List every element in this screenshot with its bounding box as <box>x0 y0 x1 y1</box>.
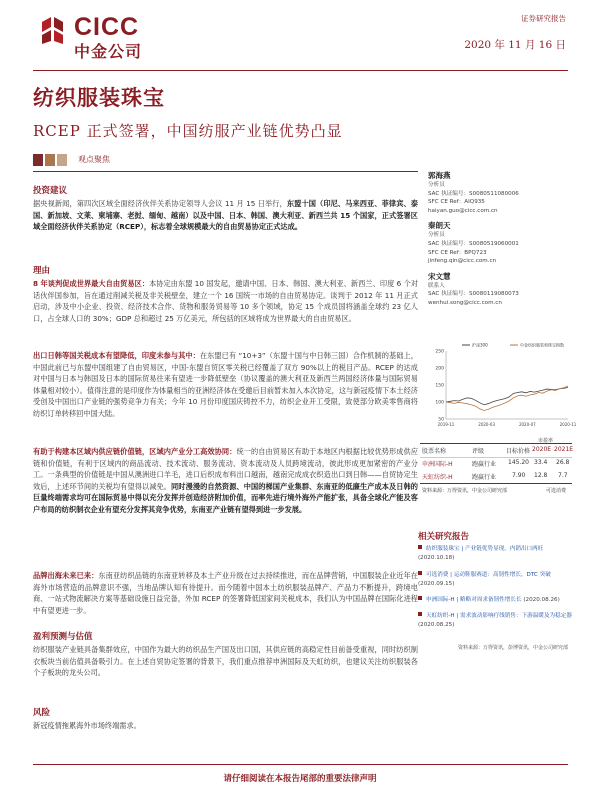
reason-1-lead: 8 年谈判促成世界最大自由贸易区： <box>33 279 150 288</box>
y-tick-label: 100 <box>435 400 444 406</box>
related-item[interactable] <box>418 545 572 563</box>
analyst-sac: SAC 执证编号：S0080519060001 <box>428 240 519 247</box>
risk-paragraph: 新冠疫情拖累海外市场终端需求。 <box>33 721 141 730</box>
related-title[interactable]: 申洲国际-H | 略略对周求备韧性增长长 <box>426 597 522 603</box>
related-title[interactable]: 纺织服装珠宝 | 产业链优势显现，内销出口两旺 <box>426 546 544 552</box>
stock-rating: 跑赢行业 <box>472 474 497 481</box>
related-heading: 相关研究报告 <box>418 532 470 542</box>
y-tick-label: 200 <box>435 366 444 372</box>
legend-label: 中金纺织服装和珠宝指数 <box>520 342 564 348</box>
analyst-sac: SAC 执证编号：S0080119080073 <box>428 291 519 298</box>
x-tick-label: 2019-11 <box>437 422 455 427</box>
bullet-square-icon <box>418 612 422 616</box>
table-note: 可选消费 <box>546 488 567 494</box>
invest-heading: 投资建议 <box>33 186 68 196</box>
reason-paragraph-2 <box>33 350 418 420</box>
index-line-chart <box>426 339 577 431</box>
analyst-sfc: SFC CE Ref：BPQ723 <box>428 249 487 256</box>
analyst-card <box>428 271 568 308</box>
y-tick-label: 250 <box>435 349 444 355</box>
related-title[interactable]: 天虹纺织-H | 需求波动影响疗线销售：下游温暖及为稳定器 <box>426 613 572 619</box>
y-tick-label: 50 <box>438 417 444 423</box>
col-header-2021e: 2021E <box>554 446 574 453</box>
footer-divider <box>33 764 568 765</box>
y-tick-label: 150 <box>435 383 444 389</box>
col-header-name: 股票名称 <box>422 448 447 455</box>
reason-2-text: 在东盟已有 “10+3”（东盟十国与中日韩三国）合作机制的基础上，中国此前已与东盟中国组建了自由贸易区，中国-东盟自贸区零关税已经覆盖了双方 90%以上的税目产品。RCEP 的达成对中国与日本与韩国及日本的国际贸易往来有望进一步降低壁垒（协议覆盖的澳大利亚及新西兰两国经济体量与国际贸易体量相对较小）。值得注意的是印度作为体量相当的亚洲经济体在受邀后目前暂未加入本次协定，这与新冠疫情下本土经济受创及中国出口产业链的强势竞争力有关；今年 10 月份印度国庆铸控不力，纺织企业开工受限，致使部分欧美零售商将纺织订单转移回中国大陆。 <box>33 351 418 418</box>
related-date: (2020.08.25) <box>418 622 455 628</box>
invest-bold: 东盟十国（印尼、马来西亚、菲律宾、泰国、新加坡、文莱、柬埔寨、老挝、缅甸、越南）以及中国、日本、韩国、澳大利亚、新西兰共 15 个国家，正式签署区域全面经济伙伴关系协定（RCEP），标志着全球规模最大的自由贸易协定正式达成。 <box>33 199 418 232</box>
analyst-name: 宋文慧 <box>428 271 451 281</box>
stock-pe-2021: 26.8 <box>556 459 570 466</box>
cicc-emblem-icon <box>38 14 68 44</box>
col-header-target: 目标价格 <box>506 448 531 455</box>
analyst-role: 分析员 <box>428 182 445 188</box>
report-date: 2020 年 11 月 16 日 <box>464 39 566 51</box>
related-item[interactable] <box>418 612 572 630</box>
table-row <box>420 457 572 470</box>
reason-2-lead: 出口日韩等国关税成本有望降低，印度未参与其中： <box>33 351 200 360</box>
earnings-paragraph: 纺织服装产业链具备集群效应，中国作为最大的纺织品生产国及出口国，其供应链的高稳定性目前备受重视，同时纺织制衣板块当前估值具备吸引力。在上述自贸协定签署的背景下，我们重点推荐申洲国际及天虹纺织，也建议关注纺织服装各个子板块的龙头公司。 <box>33 645 418 678</box>
stock-name[interactable]: 天虹纺织-H <box>422 474 453 481</box>
analyst-email[interactable]: wenhui.song@cicc.com.cn <box>428 299 502 306</box>
bullet-square-icon <box>418 571 422 575</box>
report-headline: RCEP 正式签署，中国纺服产业链优势凸显 <box>33 122 343 140</box>
logo-chinese: 中金公司 <box>74 42 143 61</box>
col-header-2020e: 2020E <box>532 446 552 453</box>
related-item[interactable] <box>418 571 572 589</box>
related-date: (2020.08.26) <box>523 597 560 603</box>
x-tick-label: 2020-03 <box>478 422 496 427</box>
earnings-heading: 盈利预测与估值 <box>33 632 93 642</box>
analyst-name: 郭海燕 <box>428 171 451 180</box>
table-source: 资料来源：万得资讯，中金公司研究部 <box>422 488 508 494</box>
table-source-row <box>420 485 572 498</box>
reason-1-text: 本协定由东盟 10 国发起，邀请中国、日本、韩国、澳大利亚、新西兰、印度 6 个对话伙伴国参加，旨在通过削减关税及非关税壁垒，建立一个 16 国统一市场的自由贸易协定。谈判于 2012 年 11 月正式启动，涉及中小企业、投资、经济技术合作、货物和服务贸易等 10 多个领域，协定 15 个成员国将涵盖全球约 23 亿人口，占全球人口的 30%；GDP 总和超过 25 万亿美元，所包括的区域将成为世界最大的自由贸易区。 <box>33 279 418 323</box>
analyst-email[interactable]: jinfeng.qin@cicc.com.cn <box>428 258 497 265</box>
related-date: (2020.09.15) <box>418 581 455 587</box>
reason-heading: 理由 <box>33 266 51 276</box>
analyst-sfc: SFC CE Ref：AIQ935 <box>428 199 485 206</box>
logo-english: CICC <box>74 13 140 41</box>
reason-4-lead: 品牌出海未来已来： <box>33 571 99 580</box>
table-row <box>420 470 572 484</box>
col-header-pe: 市盈率 <box>538 438 554 444</box>
col-header-rating: 评级 <box>472 448 485 455</box>
document-type: 证券研究报告 <box>521 14 566 23</box>
stock-target: 7.90 <box>512 472 526 479</box>
tag-divider <box>33 171 418 172</box>
cicc-logo <box>38 12 148 70</box>
related-source: 资料来源：万得资讯，彭博资讯，中金公司研究部 <box>457 645 568 651</box>
table-header-row <box>420 438 574 458</box>
invest-paragraph <box>33 198 418 233</box>
analyst-sac: SAC 执证编号：S0080511080006 <box>428 190 519 197</box>
related-title[interactable]: 可选消费 | 运动鞋服赛道：高韧性增长，DTC 突破 <box>426 572 551 578</box>
reason-paragraph-1 <box>33 278 418 324</box>
stock-pe-2021: 7.7 <box>558 472 568 479</box>
reason-3-text: 统一的自由贸易区有助于本地区内根据比较优势形成供应链和价值链，有利于区域内的商品流动、技术流动、服务流动、资本流动及人员跨境流动，彼此形成更加紧密的产业分工。一条典型的价值链是中国从澳洲进口羊毛，进口后织成布料出口越南，越南完成成衣织造出口到日韩——自贸协定生效后，上述环节间的关税均有望得以减免。 <box>33 447 418 491</box>
tag-blocks-icon <box>33 154 69 166</box>
reason-3-bold: 同时漫漫的自然资源、中国的梯国产业集群、东南亚的低廉生产成本及日韩的巨量终端需求均可在国际贸易中得以充分发挥并创造经济附加价值，而率先进行境外海外产能扩张，具备全球化产能及客户布局的纺织制衣企业有望充分发挥其竞争优势，东南亚产业链有望得到进一步发展。 <box>33 481 418 514</box>
analyst-role: 联系人 <box>428 282 445 289</box>
stock-pe-2020: 33.4 <box>534 459 548 466</box>
bullet-square-icon <box>418 596 422 600</box>
risk-heading: 风险 <box>33 708 51 718</box>
x-tick-label: 2020-07 <box>518 422 536 427</box>
section-tag: 观点聚焦 <box>78 155 110 164</box>
analyst-email[interactable]: haiyan.guo@cicc.com.cn <box>428 207 498 214</box>
legend-label: 沪深300 <box>472 342 488 348</box>
invest-lead: 据央视新闻，第四次区域全面经济伙伴关系协定领导人会议 11 月 15 日举行， <box>33 199 287 208</box>
related-item[interactable] <box>418 596 572 605</box>
stock-rating: 跑赢行业 <box>472 461 497 468</box>
stock-name[interactable]: 申洲国际-H <box>422 461 453 468</box>
industry-title: 纺织服装珠宝 <box>33 85 165 110</box>
related-date: (2020.10.18) <box>418 555 455 561</box>
stock-pe-2020: 12.8 <box>534 472 548 479</box>
analyst-card <box>428 220 568 265</box>
bullet-square-icon <box>418 545 422 549</box>
analyst-block <box>428 170 568 308</box>
reason-3-lead: 有助于构建本区域内供应链价值链，区域内产业分工高效协同： <box>33 447 237 456</box>
stock-target: 145.20 <box>508 459 529 466</box>
reason-paragraph-4 <box>33 570 418 616</box>
header-divider <box>33 70 568 71</box>
analyst-role: 分析员 <box>428 232 445 239</box>
legal-footer[interactable]: 请仔细阅读在本报告尾部的重要法律声明 <box>223 774 377 784</box>
analyst-card <box>428 170 568 215</box>
reason-paragraph-3 <box>33 446 418 516</box>
analyst-name: 秦朗天 <box>428 221 451 231</box>
x-tick-label: 2020-11 <box>559 422 577 427</box>
reason-4-text: 东南亚纺织品链的东南亚转移及本土产业升级在过去持续推进，而在品牌营销，中国服装企业近年在海外市场营造的品牌意识不强，当地品牌认知有待提升。而今随着中国本土纺织服装品牌产、产品力不断提升，跨境电商、一站式物流解决方案等基础设施日益完备，外加 RCEP 的签署降低国家间关税成本，我们认为中国品牌在国际化进程中有望更进一步。 <box>33 571 418 615</box>
